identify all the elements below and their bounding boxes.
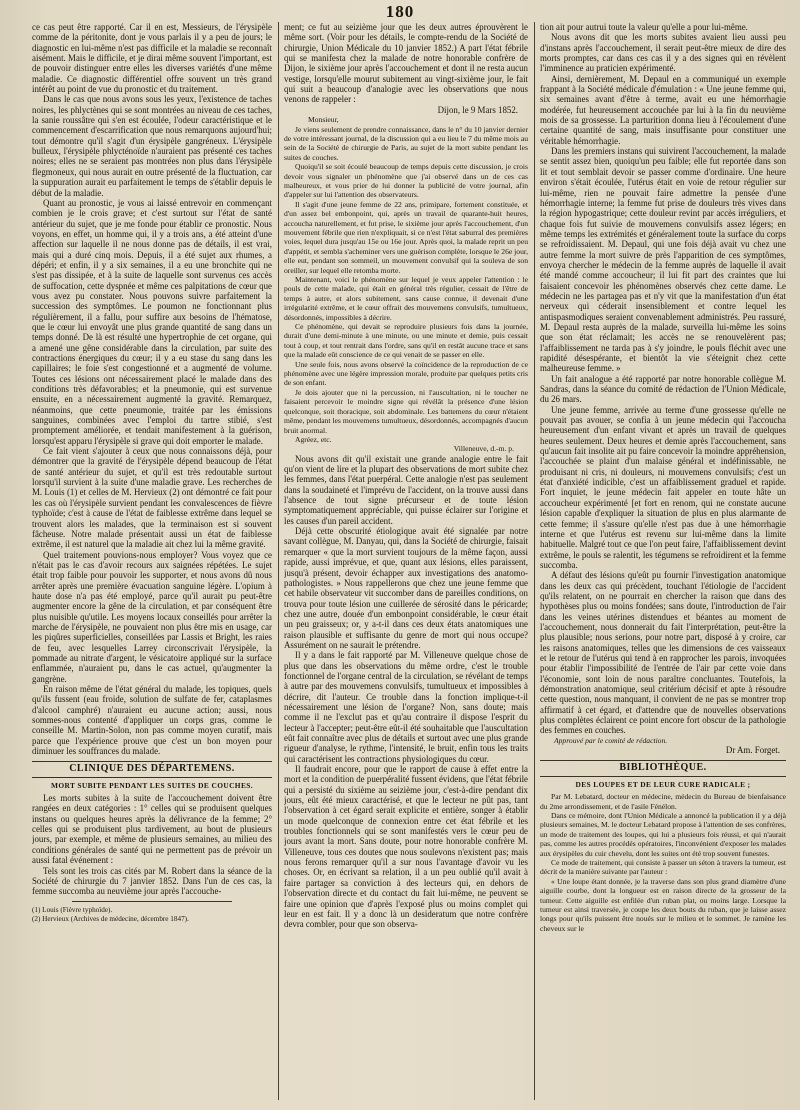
- paragraph: Nous avons dit qu'il existait une grande analogie entre le fait qu'on vient de lire et la plupart des observations de mort subite chez les femmes, dans l'état puerpéral. Cette analogie n'est pas seulement dans la soudaineté et l'imprévu de l'accident, on la trouve aussi dans l'absence de tout signe précurseur et de toute lésion symptomatiquement appréciable, qui puisse éclairer sur l'origine et les causes d'un pareil accident.: [284, 453, 528, 526]
- letter-salutation: Monsieur,: [308, 115, 339, 125]
- paragraph: Un fait analogue a été rapporté par notre honorable collègue M. Sandras, dans la séance du comité de rédaction de l'Union Médicale, du 26 mars.: [540, 373, 786, 405]
- paragraph: ce cas peut être rapporté. Car il en est, Messieurs, de l'érysipèle comme de la péritonite, dont je vous parlais il y a peu de jours; le diagnostic en lui-même n'est pas difficile et la maladie se reconnaît aisément. Mais le difficile, et je dirai même souvent l'important, est de pouvoir distinguer entre elles les diverses variétés d'une même maladie. Ce diagnostic différentiel offre souvent un très grand intérêt au point de vue du pronostic et du traitement.: [32, 22, 272, 95]
- article-title: MORT SUBITE PENDANT LES SUITES DE COUCHES.: [50, 780, 254, 790]
- paragraph: Ce mode de traitement, qui consiste à passer un séton à travers la tumeur, est décrit de la manière suivante par l'auteur :: [540, 858, 786, 877]
- author-signature: Dr Am. Forget.: [725, 745, 780, 756]
- column-1: [32, 22, 272, 1102]
- paragraph: ment; ce fut au seizième jour que les deux autres éprouvèrent le même sort. (Voir pour les détails, le compte-rendu de la Société de chirurgie, Union Médicale du 10 janvier 1852.) A part l'état fébrile qui se manifesta chez la malade de notre honorable confrère de Dijon, le sixième jour après l'accouchement et dont il ne resta aucun vestige, lorsqu'elle mourut subitement au vingt-sixième jour, le fait qui suit a beaucoup d'analogie avec les observations que nous venons de rappeler :: [284, 22, 528, 105]
- section-heading: BIBLIOTHÈQUE.: [540, 760, 786, 776]
- paragraph: Les morts subites à la suite de l'accouchement doivent être rangées en deux catégories : 1° celles qui se produisent quelques instans ou quelques heures après la délivrance de la femme; 2° celles qui se produisent plus tardivement, au bout de plusieurs jours, par exemple, et même de plusieurs semaines, au milieu des conditions générales de santé qui ne permettent pas de prévoir un aussi fatal événement :: [32, 793, 272, 866]
- letter-paragraph: Maintenant, voici le phénomène sur lequel je veux appeler l'attention : le pouls de cette malade, qui était en général très régulier, cessait de l'être de temps à autre, et alors subitement, sans cause connue, il devenait d'une irrégularité extrême, et le cœur offrait des mouvemens convulsifs, tumultueux, désordonnés, impossibles à décrire.: [284, 275, 528, 322]
- paragraph: Nous avons dit que les morts subites avaient lieu aussi peu d'instans après l'accouchement, il serait peut-être mieux de dire des morts promptes, car dans ces cas il y a des signes qui en révèlent l'imminence au praticien expérimenté.: [540, 32, 786, 74]
- letter-paragraph: Il s'agit d'une jeune femme de 22 ans, primipare, fortement constituée, et d'un assez bel embonpoint, qui, après un travail de quarante-huit heures, accoucha naturellement, et fut prise, le sixième jour après l'accouchement, d'un mouvement fébrile que rien n'expliquait, si ce n'est l'état saburral des premières voies, lequel dura jusqu'au 15e ou 16e jour. Après quoi, la malade reprit un peu d'appétit, et sembla s'acheminer vers une guérison complète, lorsque le 26e jour, elle eut, pendant son sommeil, un mouvement convulsif qui la souleva de son oreiller, sur lequel elle retomba morte.: [284, 199, 528, 275]
- paragraph: Quel traitement pouvions-nous employer? Vous voyez que ce n'était pas le cas d'avoir recours aux saignées répétées. Le sujet était trop faible pour pouvoir les supporter, et nous avons dû nous arrêter après une première évacuation sanguine légère. L'opium à haute dose n'a pas été employé, parce qu'il aurait pu peut-être augmenter encore la gêne de la circulation, et par conséquent être plus nuisible qu'utile. Les moyens locaux conseillés pour arrêter la marche de l'érysipèle, ne pouvaient non plus être mis en usage, car les piqûres superficielles, conseillées par Lassis et Bright, les raies de feu, avec lesquelles Larrey circonscrivait l'érysipèle, la pommade au nitrate d'argent, le vésicatoire appliqué sur la surface enflammée, n'auraient pu, dans le cas actuel, qu'augmenter la gangrène.: [32, 549, 272, 684]
- paragraph: Tels sont les trois cas cités par M. Robert dans la séance de la Société de chirurgie du 7 janvier 1852. Dans l'un de ces cas, la femme succomba au neuvième jour après l'accouche-: [32, 865, 272, 897]
- paragraph: Une jeune femme, arrivée au terme d'une grossesse qu'elle ne pouvait pas avouer, se confia à un jeune médecin qui l'accoucha heureusement d'un enfant vivant et après un travail de quelques heures seulement. Deux heures et demie après l'accouchement, sans qu'aucun fait insolite ait pu faire concevoir la moindre appréhension, l'accouchée se plaint d'un malaise général et indéfinissable, ne produisant ni cris, ni douleurs, ni mouvemens convulsifs; c'est un état d'anxiété indicible, c'est un affaiblissement graduel et rapide. Fort inquiet, le jeune médecin fait appeler en toute hâte un accoucheur expérimenté [et fort en renom, qui ne constate aucune lésion capable d'expliquer la situation de plus en plus alarmante de cette femme; il s'assure qu'elle n'est pas due à une hémorrhagie interne et que l'utérus est revenu sur lui-même dans la limite habituelle. Malgré tout ce que l'on peut faire, l'affaiblissement devint extrême, le pouls se ralentit, les tégumens se refroidirent et la femme succomba.: [540, 404, 786, 570]
- column-2: [284, 22, 528, 1102]
- paragraph: En raison même de l'état général du malade, les topiques, quels qu'ils fussent (eau froide, solution de sulfate de fer, cataplasmes d'alcool camphré) n'auraient eu aucune action; aussi, nous sommes-nous contenté d'appliquer un corps gras, comme le conseille M. Martin-Solon, non pas comme moyen curatif, mais parce que l'expérience prouve que c'est un bon moyen pour diminuer les souffrances du malade.: [32, 684, 272, 757]
- page-number: 180: [385, 2, 415, 21]
- approval-note: Approuvé par le comité de rédaction.: [554, 735, 668, 745]
- footnote-divider: [72, 901, 232, 902]
- paragraph: Il faudrait encore, pour que le rapport de cause à effet entre la mort et la condition de puerpéralité fussent évidens, que l'état fébrile qui a persisté du sixième au seizième jour, c'est-à-dire pendant dix jours, eût été mieux caractérisé, et que le lecteur ne pût pas, tant l'observation à cet égard serait explicite et entière, songer à établir un mode quelconque de connexion entre cet état fébrile et les troubles fonctionnels qui se sont manifestés vers le cœur peu de jours avant la mort. Sans doute, pour notre honorable confrère M. Villeneuve, tous ces doutes que nous soulevons n'existent pas; mais nous ferons remarquer qu'il a sur nous l'avantage d'avoir vu les choses. Or, en écrivant sa relation, il a un peu oublié qu'il avait à faire partager sa conviction à des lecteurs qui, en dehors de l'observation directe et du contact du fait lui-même, ne peuvent se faire une opinion que d'après l'exposé plus ou moins complet qui leur en est fait. Il y a donc là un desideratum que notre confrère devra combler, pour que son observa-: [284, 764, 528, 930]
- letter-paragraph: Je viens seulement de prendre connaissance, dans le n° du 10 janvier dernier de votre intéressant journal, de la discussion qui a eu lieu le 7 du même mois au sein de la Société de chirurgie de Paris, au sujet de la mort subite pendant les suites de couches.: [284, 124, 528, 162]
- letter-closing: Agréez, etc.: [295, 434, 332, 444]
- column-3: [540, 22, 786, 1102]
- letter-paragraph: Ce phénomène, qui devait se reproduire plusieurs fois dans la journée, durait d'une demi-minute à une minute, ou une minute et demie, puis cessait tout à coup, et tout rentrait dans l'ordre, sans qu'il en restât aucune trace et sans que la malade eût conscience de ce qui venait de se passer en elle.: [284, 322, 528, 360]
- paragraph: tion ait pour autrui toute la valeur qu'elle a pour lui-même.: [540, 22, 748, 32]
- section-heading: CLINIQUE DES DÉPARTEMENS.: [32, 761, 272, 777]
- letter-paragraph: Une seule fois, nous avons observé la coïncidence de la reproduction de ce phénomène avec une légère impression morale, produite par quelques petits cris de son enfant.: [284, 359, 528, 388]
- paragraph: Ce fait vient s'ajouter à ceux que nous connaissons déjà, pour démontrer que la gravité de l'érysipèle dépend beaucoup de l'état de santé antérieur du sujet, et qu'il est très redoutable surtout lorsqu'il survient à la suite d'une maladie grave. Les recherches de M. Louis (1) et celles de M. Hervieux (2) ont démontré ce fait pour les cas où l'érysipèle survient pendant les convalescences de fièvre typhoïde; c'est à cause de l'état de faiblesse extrême dans lequel se trouvent alors les malades, que la terminaison est si souvent fâcheuse. Notre malade présentait aussi un état de faiblesse extrême, il est naturel que la maladie ait chez lui la même gravité.: [32, 446, 272, 550]
- letter-body: [284, 125, 528, 454]
- paragraph: Dans le cas que nous avons sous les yeux, l'existence de taches noires, les phlyctènes qui se sont montrées au niveau de ces taches, la sanie roussâtre qui s'en est écoulée, l'odeur caractéristique et le commencement d'escarrification que nous remarquons aujourd'hui; tout démontre qu'il s'agit d'un érysipèle gangréneux. L'érysipèle bulleux, l'érysipèle phlycténoïde n'auraient pas présenté ces taches noires; elles ne se seraient pas montrées non plus dans l'érysipèle flegmoneux, qui nous aurait en outre présenté de la fluctuation, car la suppuration aurait eu parfaitement le temps de s'établir depuis le début de la maladie.: [32, 94, 272, 198]
- paragraph: Dans les premiers instans qui suivirent l'accouchement, la malade se sentit assez bien, quoiqu'un peu faible; elle fut reportée dans son lit et tout semblait devoir se passer comme d'ordinaire. Une heure environ s'était écoulée, l'utérus était en voie de retour régulier sur lui-même, rien ne pouvait faire admettre la pensée d'une hémorrhagie interne; la femme fut prise de douleurs très vives dans la région hypogastrique; cette douleur revint par accès irréguliers, et chaque fois fut suivie de mouvemens convulsifs assez légers; en même temps les extrémités et généralement toute la surface du corps se refroidissaient. M. Depaul, qui une fois déjà avait vu chez une autre femme la mort suivre de près l'apparition de ces symptômes, envoya chercher le médecin de la femme auprès de laquelle il avait été mandé comme accoucheur; il lui fit part des craintes que lui faisaient concevoir les phénomènes observés chez cette dame. Le médecin ne les partagea pas et n'y vit que la manifestation d'un état nerveux qui céderait insensiblement et contre lequel les antispasmodiques seraient convenablement administrés. Peu rassuré, M. Depaul resta auprès de la malade, surveilla lui-même les soins que son état réclamait; les accès ne se renouvelèrent pas; l'affaiblissement ne tarda pas à s'y joindre, le pouls fléchit avec une rapidité désespérante, et bientôt la vie s'éteignit chez cette malheureuse femme. »: [540, 146, 786, 374]
- paragraph: Quant au pronostic, je vous ai laissé entrevoir en commençant combien je le crois grave; et c'est surtout sur l'état de santé antérieur du sujet, que je me fonde pour établir ce pronostic. Nous voyons, en effet, un homme qui, il y a trois ans, a été atteint d'une affection sur laquelle il ne nous donne pas de détails, il est vrai, mais qui a duré cinq mois. Depuis, il a été sujet aux rhumes, a dépéri; et enfin, il y a six semaines, il a eu une bronchite qui ne s'est pas dissipée, et à la suite de laquelle sont survenus ces accès de suffocation, cette dyspnée et même ces palpitations de cœur que vous avez pu constater. Nous pouvons suivre parfaitement la succession des symptômes. Le poumon ne fonctionnant plus régulièrement, il a fallu, pour suffire aux besoins de l'hématose, que le cœur lui envoyât une plus grande quantité de sang dans un temps donné. De là est résulté une hypertrophie de cet organe, qui a amené une gêne considérable dans la circulation, par suite des contractions énergiques du cœur; il y a eu stase du sang dans les capillaires; le foie s'est congestionné et a augmenté de volume. Toutes ces lésions ont nécessairement placé le malade dans des conditions très défavorables; et la pneumonie, qui est survenue ensuite, en a nécessairement augmenté la gravité. Remarquez, néanmoins, que cette pneumonie, traitée par les émissions sanguines, combinées avec l'emploi du tartre stibié, s'est promptement améliorée, et tendait manifestement à la guérison, lorsqu'est apparu l'érysipèle si grave qui doit emporter le malade.: [32, 197, 272, 446]
- column-rule: [278, 22, 279, 1100]
- footnote: (1) Louis (Fièvre typhoïde).: [32, 905, 113, 914]
- article-body: [540, 811, 786, 933]
- paragraph: « Une loupe étant donnée, je la traverse dans son plus grand diamètre d'une aiguille courbe, dont la longueur est en raison directe de la grosseur de la tumeur. Cette aiguille est enfilée d'un ruban plat, ou moins large. Lorsque la tumeur est ainsi traversée, je coupe les deux bouts du ruban, que je laisse assez longs pour qu'ils puissent être noués sur le milieu et le sommet. Je ramène les cheveux sur le: [540, 876, 786, 933]
- letter-date: Dijon, le 9 Mars 1852.: [437, 104, 518, 115]
- paragraph: Dans ce mémoire, dont l'Union Médicale a annoncé la publication il y a déjà plusieurs semaines, M. le docteur Lebatard propose à l'attention de ses confrères, un mode de traitement des loupes, qui lui a plusieurs fois réussi, et qui n'aurait pas, comme les autres procédés opératoires, l'inconvénient d'exposer les malades aux érysipèles du cuir chevelu, dont les suites ont été trop souvent funestes.: [540, 810, 786, 858]
- article-title: DES LOUPES ET DE LEUR CURE RADICALE ;: [575, 779, 751, 789]
- column-rule: [534, 22, 535, 1100]
- article-byline: Par M. Lebatard, docteur en médecine, médecin du Bureau de bienfaisance du 2me arrondissement, et de l'asile Fénélon.: [540, 792, 786, 811]
- letter-paragraph: Je dois ajouter que ni la percussion, ni l'auscultation, ni le toucher ne faisaient percevoir le moindre signe qui révélât la présence d'une lésion quelconque, soit thoracique, soit abdominale. Les battemens du cœur n'étaient même, pendant les mouvemens tumultueux, désordonnés, accompagnés d'aucun bruit anormal.: [284, 387, 528, 435]
- letter-paragraph: Quoiqu'il se soit écoulé beaucoup de temps depuis cette discussion, je crois devoir vous signaler un phénomène que j'ai observé dans un de ces cas malheureux, et vous prier de lui donner la publicité de votre journal, afin d'appeler sur lui l'attention des observateurs.: [284, 162, 528, 200]
- paragraph: Il y a dans le fait rapporté par M. Villeneuve quelque chose de plus que dans les observations du même ordre, c'est le trouble fonctionnel de l'organe central de la circulation, se révélant de temps à autre par des mouvemens convulsifs, tumultueux et impossibles à décrire, dit l'auteur. Ce trouble dans la fonction implique-t-il nécessairement une lésion de l'organe? Non, sans doute; mais comme il ne l'exclut pas et qu'au contraire il dispose l'esprit du lecteur à l'accepter; peut-être eût-il été souhaitable que l'auscultation eût fait connaître avec plus de détails et surtout avec une plus grande rigueur d'analyse, le rythme, l'intensité, le bruit, enfin tous les traits qui caractérisent les contractions physiologiques du cœur.: [284, 650, 528, 764]
- paragraph: Déjà cette obscurité étiologique avait été signalée par notre savant collègue, M. Danyau, qui, dans la Société de chirurgie, faisait remarquer « que la mort survient toujours de la même façon, aussi rapide, aussi imprévue, et que, quant aux lésions, elles paraissent, jusqu'à présent, devoir échapper aux investigations des anatomo-pathologistes. » Nous rappellerons que chez une jeune femme que cet habile observateur vit succomber dans de pareilles conditions, on trouva pour toute lésion une cuillerée de sérosité dans le péricarde; chez une autre, douée d'un embonpoint considérable, le cœur était un peu graisseux; or, y a-t-il dans ces deux états anatomiques une raison plausible et suffisante du genre de mort qui nous occupe? Assurément on ne saurait le prétendre.: [284, 526, 528, 650]
- paragraph: A défaut des lésions qu'eût pu fournir l'investigation anatomique dans les deux cas qui précèdent, touchant l'étiologie de l'accident qu'ils relatent, on ne pourrait en chercher la raison que dans des hypothèses plus ou moins fondées; sans doute, l'introduction de l'air dans les veines utérines distendues et béantes au moment de l'accouchement, nous donnerait du fait l'interprétation, peut-être la plus plausible; nous serions, pour notre part, disposé à y croire, car les raisons anatomiques, telles que les dimensions de ces vaisseaux et le retour de l'utérus qui tend à en rapprocher les parois, invoquées pour établir l'impossibilité de l'entrée de l'air par cette voie dans l'économie, sont loin de nous paraître concluantes. Toutefois, la démonstration anatomique, seul critérium décisif et apte à résoudre cette question, nous manquant, il convient de ne pas se montrer trop affirmatif à cet égard, et d'attendre que de nouvelles observations plus complètes éclairent ce point encore fort obscur de la pathologie des femmes en couches.: [540, 570, 786, 736]
- letter-signature: Villeneuve, d.-m. p.: [453, 444, 514, 454]
- paragraph: Ainsi, dernièrement, M. Depaul en a communiqué un exemple frappant à la Société médicale d'émulation : « Une jeune femme qui, six semaines avant d'être à terme, avait eu une hémorrhagie modérée, fut heureusement accouchée par lui à la fin du neuvième mois de sa grossesse. La parturition donna lieu à l'écoulement d'une certaine quantité de sang, mais insuffisante pour constituer une véritable hémorrhagie.: [540, 73, 786, 146]
- footnote: (2) Hervieux (Archives de médecine, décembre 1847).: [32, 914, 189, 923]
